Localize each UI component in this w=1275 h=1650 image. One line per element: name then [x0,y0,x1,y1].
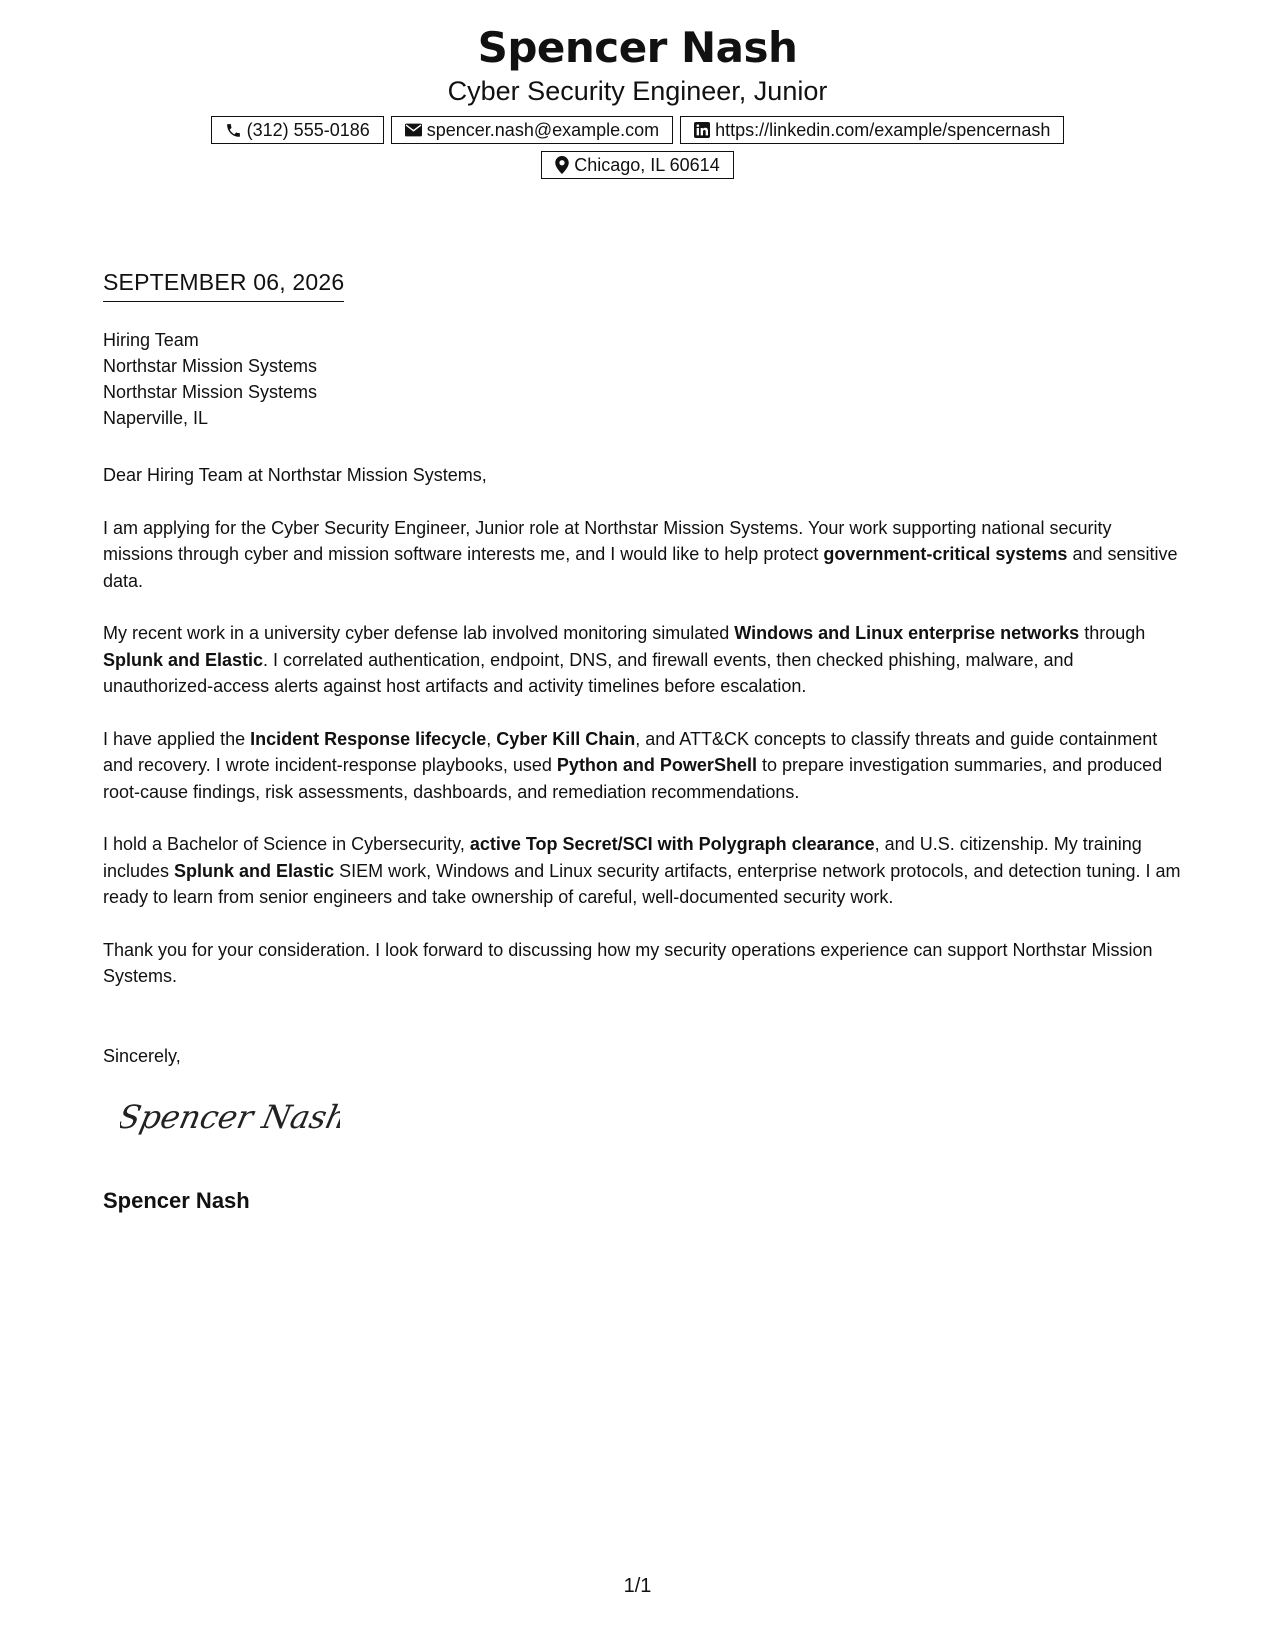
recipient-line: Northstar Mission Systems [103,382,318,402]
closing: Sincerely, [103,1046,181,1066]
letter-body [103,462,1183,1016]
contact-row [0,116,1275,144]
phone-text: (312) 555-0186 [246,120,370,140]
phone-chip[interactable] [211,116,384,144]
recipient-line: Hiring Team [103,330,199,350]
contact-row-2 [0,151,1275,179]
recipient-block [103,327,317,431]
letter-header [0,22,1275,179]
paragraph-4: I hold a Bachelor of Science in Cybersecurity, active Top Secret/SCI with Polygraph clearance, and U.S. citizenship. My training includes Splunk and Elastic SIEM work, Windows and Linux security artifacts, enterprise network protocols, and detection tuning. I am ready to learn from senior engineers and take ownership of careful, well-documented security work. [103,834,1181,907]
salutation: Dear Hiring Team at Northstar Mission Systems, [103,465,487,485]
signature-image [120,1092,340,1147]
location-chip[interactable] [541,151,733,179]
paragraph-5: Thank you for your consideration. I look forward to discussing how my security operations experience can support Northstar Mission Systems. [103,939,1153,986]
recipient-line: Naperville, IL [103,408,209,428]
linkedin-chip[interactable] [680,116,1064,144]
paragraph-3: I have applied the Incident Response lifecycle, Cyber Kill Chain, and ATT&CK concepts to classify threats and guide containment and recovery. I wrote incident-response playbooks, used Python and PowerShell to prepare investigation summaries, and produced root-cause findings, risk assessments, dashboards, and remediation recommendations. [103,728,1163,802]
email-chip[interactable] [391,116,673,144]
applicant-name: Spencer Nash [477,23,798,72]
applicant-title: Cyber Security Engineer, Junior [447,76,828,106]
paragraph-1: I am applying for the Cyber Security Engineer, Junior role at Northstar Mission Systems. Your work supporting national security missions through cyber and mission software interests me, and I would like to help protect government-critical systems and sensitive data. [103,517,1178,591]
letter-date: SEPTEMBER 06, 2026 [103,266,344,302]
phone-icon [225,122,242,139]
paragraph-2: My recent work in a university cyber defense lab involved monitoring simulated Windows and Linux enterprise networks through Splunk and Elastic. I correlated authentication, endpoint, DNS, and firewall events, then checked phishing, malware, and unauthorized-access alerts against host artifacts and activity timelines before escalation. [103,623,1146,696]
recipient-line: Northstar Mission Systems [103,356,318,376]
page-number: 1/1 [623,1575,652,1597]
linkedin-icon [694,122,710,138]
envelope-icon [405,123,422,137]
linkedin-text: https://linkedin.com/example/spencernash [715,120,1051,140]
location-text: Chicago, IL 60614 [574,155,720,175]
signed-name: Spencer Nash [103,1188,250,1213]
date-block [103,266,344,302]
email-text: spencer.nash@example.com [426,120,660,140]
signature-text: Spencer Nash [120,1098,340,1136]
map-marker-icon [555,156,569,174]
